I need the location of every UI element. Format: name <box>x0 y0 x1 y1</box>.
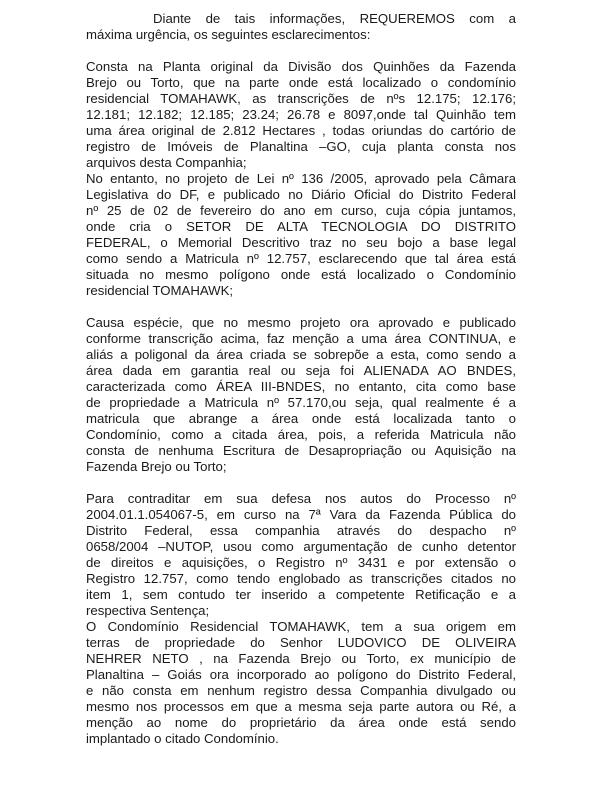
text-line: menção ao nome do proprietário da área onde está sendo <box>86 715 516 730</box>
text-line: Causa espécie, que no mesmo projeto ora aprovado e publicado <box>86 315 516 330</box>
text-line: item 1, sem contudo ter inserido a competente Retificação e a <box>86 587 516 602</box>
text-line: registro de Imóveis de Planaltina –GO, cuja planta consta nos <box>86 139 516 154</box>
text-line: 0658/2004 –NUTOP, usou como argumentação de cunho detentor <box>86 539 516 554</box>
text-line: NEHRER NETO , na Fazenda Brejo ou Torto, ex município de <box>86 651 516 666</box>
text-line: Condomínio, como a citada área, pois, a referida Matricula não <box>86 427 516 442</box>
text-line: matricula que abrange a área onde está localizada tanto o <box>86 411 516 426</box>
text-line: nº 25 de 02 de fevereiro do ano em curso, cuja cópia juntamos, <box>86 203 516 218</box>
text-line: Diante de tais informações, REQUEREMOS com a <box>153 11 516 26</box>
text-line: conforme transcrição acima, faz menção a uma área CONTINUA, e <box>86 331 516 346</box>
text-line: Legislativa do DF, e publicado no Diário Oficial do Distrito Federal <box>86 187 516 202</box>
text-line: aliás a poligonal da área criada se sobrepõe a esta, como sendo a <box>86 347 516 362</box>
text-line: consta de nenhuma Escritura de Desapropriação ou Aquisição na <box>86 443 516 458</box>
text-line: respectiva Sentença; <box>86 603 210 618</box>
paragraph-gap <box>86 475 516 491</box>
text-line: área dada em garantia real ou seja foi ALIENADA AO BNDES, <box>86 363 516 378</box>
text-line: O Condomínio Residencial TOMAHAWK, tem a sua origem em <box>86 619 516 634</box>
text-line: 2004.01.1.054067-5, em curso na 7ª Vara da Fazenda Pública do <box>86 507 516 522</box>
document-page <box>86 11 516 747</box>
text-line: máxima urgência, os seguintes esclarecimentos: <box>86 27 371 42</box>
paragraph-causa-especie <box>86 315 516 475</box>
text-line: de propriedade a Matricula nº 57.170,ou seja, qual realmente é a <box>86 395 516 410</box>
text-line: Fazenda Brejo ou Torto; <box>86 459 227 474</box>
text-line: residencial TOMAHAWK; <box>86 283 234 298</box>
text-line: situada no mesmo polígono onde está localizado o Condomínio <box>86 267 516 282</box>
text-line: Consta na Planta original da Divisão dos Quinhões da Fazenda <box>86 59 516 74</box>
text-line: No entanto, no projeto de Lei nº 136 /2005, aprovado pela Câmara <box>86 171 516 186</box>
text-line: FEDERAL, o Memorial Descritivo traz no seu bojo a base legal <box>86 235 516 250</box>
text-line: Registro 12.757, como tendo englobado as transcrições citados no <box>86 571 516 586</box>
paragraph-gap <box>86 43 516 59</box>
text-line: Brejo ou Torto, que na parte onde está localizado o condomínio <box>86 75 516 90</box>
text-line: 12.181; 12.182; 12.185; 23.24; 26.78 e 8097,onde tal Quinhão tem <box>86 107 516 122</box>
text-line: Para contraditar em sua defesa nos autos do Processo nº <box>86 491 516 506</box>
text-line: implantado o citado Condomínio. <box>86 731 279 746</box>
text-line: Distrito Federal, essa companhia através do despacho nº <box>86 523 516 538</box>
text-line: onde cria o SETOR DE ALTA TECNOLOGIA DO DISTRITO <box>86 219 516 234</box>
paragraph-intro <box>86 11 516 43</box>
paragraph-condominio-origem <box>86 619 516 747</box>
text-line: arquivos desta Companhia; <box>86 155 247 170</box>
paragraph-gap <box>86 299 516 315</box>
text-line: caracterizada como ÁREA III-BNDES, no entanto, cita como base <box>86 379 516 394</box>
text-line: terras de propriedade do Senhor LUDOVICO DE OLIVEIRA <box>86 635 516 650</box>
text-line: de direitos e aquisições, o Registro nº 3431 e por extensão o <box>86 555 516 570</box>
text-line: residencial TOMAHAWK, as transcrições de nºs 12.175; 12.176; <box>86 91 516 106</box>
text-line: como sendo a Matricula nº 12.757, esclarecendo que tal área está <box>86 251 516 266</box>
text-line: e não consta em nenhum registro dessa Companhia divulgado ou <box>86 683 516 698</box>
paragraph-planta-original <box>86 59 516 171</box>
text-line: mesmo nos processos em que a mesma seja parte autora ou Ré, a <box>86 699 516 714</box>
text-line: uma área original de 2.812 Hectares , todas oriundas do cartório de <box>86 123 516 138</box>
text-line: Planaltina – Goiás ora incorporado ao polígono do Distrito Federal, <box>86 667 516 682</box>
paragraph-projeto-lei <box>86 171 516 299</box>
paragraph-contraditar <box>86 491 516 619</box>
